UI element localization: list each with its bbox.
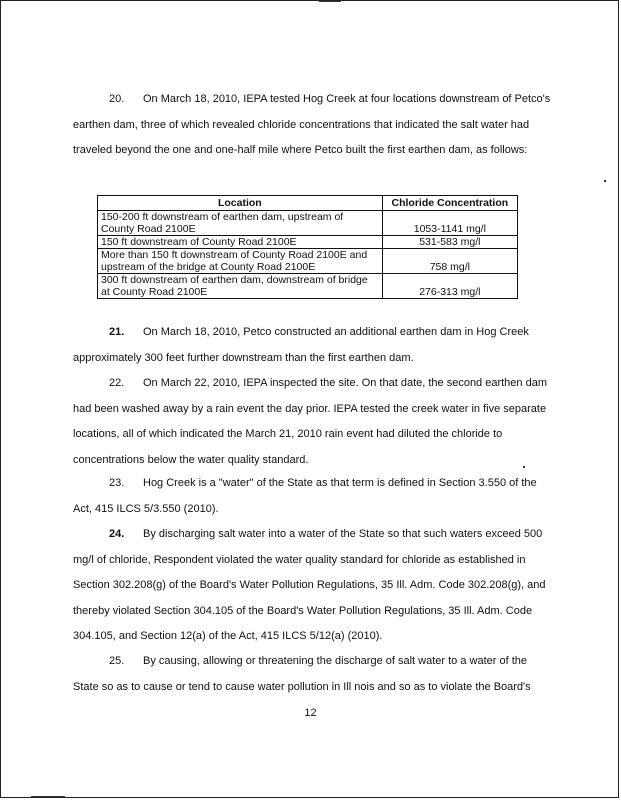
cell-location: More than 150 ft downstream of County Road 2100E and upstream of the bridge at County Road 2100E (98, 249, 383, 274)
scan-speck (31, 796, 65, 797)
table-header-row (98, 196, 518, 211)
cell-concentration: 531-583 mg/l (382, 236, 517, 249)
cell-location: 300 ft downstream of earthen dam, downstream of bridge at County Road 2100E (98, 274, 383, 299)
cell-location: 150-200 ft downstream of earthen dam, upstream of County Road 2100E (98, 211, 383, 236)
paragraph-text: On March 22, 2010, IEPA inspected the site. On that date, the second earthen dam had been washed away by a rain event the day prior. IEPA tested the creek water in five separate locations, all of which indicated the March 21, 2010 rain event had diluted the chloride to concentrations below the water quality standard. (73, 377, 547, 466)
paragraph-number: 23. (109, 477, 125, 489)
paragraph-text: On March 18, 2010, IEPA tested Hog Creek at four locations downstream of Petco's earthen dam, three of which revealed chloride concentrations that indicated the salt water had traveled beyond the one and one-half mile where Petco built the first earthen dam, as follows: (73, 93, 551, 157)
scan-speck (523, 466, 525, 468)
scan-speck (604, 180, 606, 182)
paragraph-number: 22. (109, 377, 125, 389)
paragraph-21 (73, 320, 551, 371)
paragraph-23 (73, 471, 551, 522)
header-location: Location (98, 196, 383, 211)
paragraph-text: By discharging salt water into a water of the State so that such waters exceed 500 mg/l of chloride, Respondent violated the water quality standard for chloride as established in Section 302.208(g) of the Board's Water Pollution Regulations, 35 Ill. Adm. Code 302.208(g), and thereby violated Section 304.105 of the Board's Water Pollution Regulations, 35 Ill. Adm. Code 304.105, and Section 12(a) of the Act, 415 ILCS 5/12(a) (2010). (73, 528, 546, 643)
scan-speck (319, 1, 341, 2)
cell-concentration: 1053-1141 mg/l (382, 211, 517, 236)
paragraph-number: 25. (109, 655, 125, 667)
table-row (98, 274, 518, 299)
paragraph-24 (73, 522, 551, 650)
header-concentration: Chloride Concentration (382, 196, 517, 211)
paragraph-22 (73, 371, 551, 473)
paragraph-number: 21. (109, 326, 125, 338)
cell-location: 150 ft downstream of County Road 2100E (98, 236, 383, 249)
table-row (98, 249, 518, 274)
cell-concentration: 276-313 mg/l (382, 274, 517, 299)
table-row (98, 211, 518, 236)
table-row (98, 236, 518, 249)
chloride-table (97, 195, 518, 299)
paragraph-20 (73, 87, 551, 164)
paragraph-text: Hog Creek is a "water" of the State as that term is defined in Section 3.550 of the Act, 415 ILCS 5/3.550 (2010). (73, 477, 537, 515)
page-number: 12 (304, 707, 317, 719)
cell-concentration: 758 mg/l (382, 249, 517, 274)
paragraph-25 (73, 649, 551, 700)
paragraph-number: 24. (109, 528, 125, 540)
paragraph-number: 20. (109, 93, 125, 105)
paragraph-text: By causing, allowing or threatening the discharge of salt water to a water of the State so as to cause or tend to cause water pollution in Ill nois and so as to violate the Board's (73, 655, 531, 693)
paragraph-text: On March 18, 2010, Petco constructed an additional earthen dam in Hog Creek approximately 300 feet further downstream than the first earthen dam. (73, 326, 529, 364)
